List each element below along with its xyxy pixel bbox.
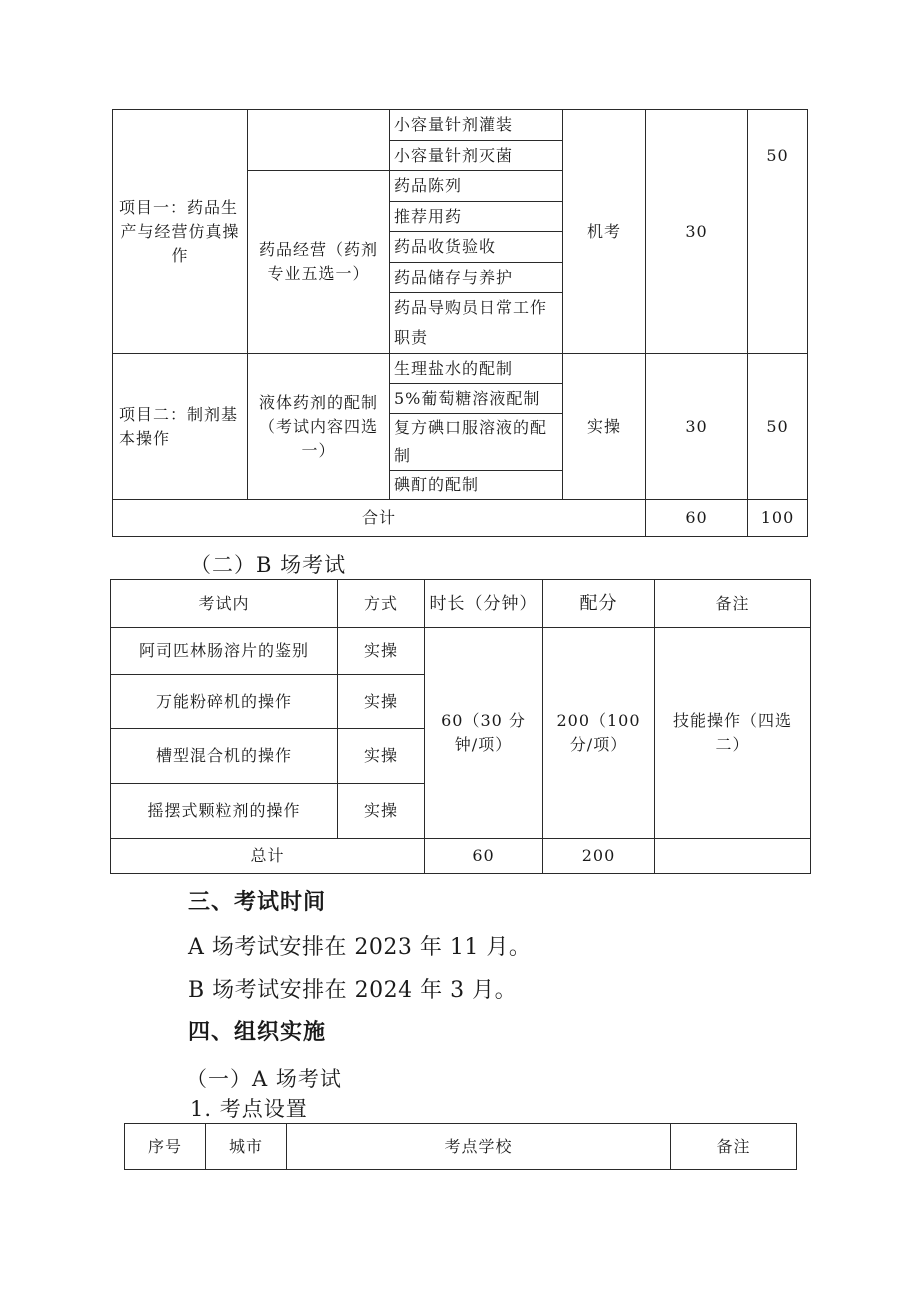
total-remark: [655, 839, 811, 874]
table-row-method: 实操: [338, 675, 425, 729]
project-1-group-2-label: 药品经营（药剂专业五选一）: [248, 171, 390, 354]
project-1-duration: 30: [646, 110, 748, 354]
header-method: 方式: [338, 580, 425, 628]
task-item: 药品储存与养护: [390, 263, 563, 293]
site-setup-title: 1. 考点设置: [190, 1097, 308, 1121]
section-3-heading: 三、考试时间: [188, 890, 327, 915]
task-item: 小容量针剂灭菌: [390, 141, 563, 171]
exam-site-table: [124, 1123, 797, 1170]
score-cell: 200（100 分/项）: [543, 628, 655, 839]
project-1-score: 50: [748, 110, 808, 354]
total-label: 总计: [111, 839, 425, 874]
project-1-name: 项目一：药品生 产与经营仿真操作: [113, 110, 248, 354]
project-1-group-1-label: [248, 110, 390, 171]
task-item: 5%葡萄糖溶液配制: [390, 384, 563, 414]
project-2-method: 实操: [563, 354, 646, 500]
table-row-method: 实操: [338, 628, 425, 675]
duration-cell: 60（30 分钟/项）: [425, 628, 543, 839]
remark-cell: 技能操作（四选二）: [655, 628, 811, 839]
total-score: 200: [543, 839, 655, 874]
project-2-duration: 30: [646, 354, 748, 500]
total-score: 100: [748, 500, 808, 537]
task-item: 碘酊的配制: [390, 471, 563, 500]
table-row-content: 摇摆式颗粒剂的操作: [111, 784, 338, 839]
section-4-heading: 四、组织实施: [188, 1020, 327, 1045]
header-duration: 时长（分钟）: [425, 580, 543, 628]
exam-a-table: [112, 109, 808, 537]
table-row-method: 实操: [338, 729, 425, 784]
header-city: 城市: [206, 1124, 287, 1170]
project-1-method: 机考: [563, 110, 646, 354]
task-item: 复方碘口服溶液的配制: [390, 414, 563, 471]
header-school: 考点学校: [287, 1124, 671, 1170]
section-a-title: （一）A 场考试: [186, 1067, 342, 1091]
total-duration: 60: [646, 500, 748, 537]
section-b-title: （二）B 场考试: [190, 553, 347, 577]
project-2-group-label: 液体药剂的配制（考试内容四选一）: [248, 354, 390, 500]
project-2-score: 50: [748, 354, 808, 500]
task-item: 推荐用药: [390, 202, 563, 232]
table-row-content: 万能粉碎机的操作: [111, 675, 338, 729]
task-item: 药品收货验收: [390, 232, 563, 263]
task-item: 药品陈列: [390, 171, 563, 202]
task-item: 小容量针剂灌装: [390, 110, 563, 141]
header-remark: 备注: [671, 1124, 797, 1170]
header-seq: 序号: [125, 1124, 206, 1170]
header-remark: 备注: [655, 580, 811, 628]
exam-time-b: B 场考试安排在 2024 年 3 月。: [188, 978, 518, 1003]
header-content: 考试内: [111, 580, 338, 628]
exam-b-table: [110, 579, 811, 874]
total-duration: 60: [425, 839, 543, 874]
header-score: 配分: [543, 580, 655, 628]
task-item: 药品导购员日常工作职责: [390, 293, 563, 354]
total-label: 合计: [113, 500, 646, 537]
task-item: 生理盐水的配制: [390, 354, 563, 384]
table-row-content: 槽型混合机的操作: [111, 729, 338, 784]
table-row-method: 实操: [338, 784, 425, 839]
table-row-content: 阿司匹林肠溶片的鉴别: [111, 628, 338, 675]
project-2-name: 项目二：制剂基 本操作: [113, 354, 248, 500]
exam-time-a: A 场考试安排在 2023 年 11 月。: [188, 935, 532, 960]
